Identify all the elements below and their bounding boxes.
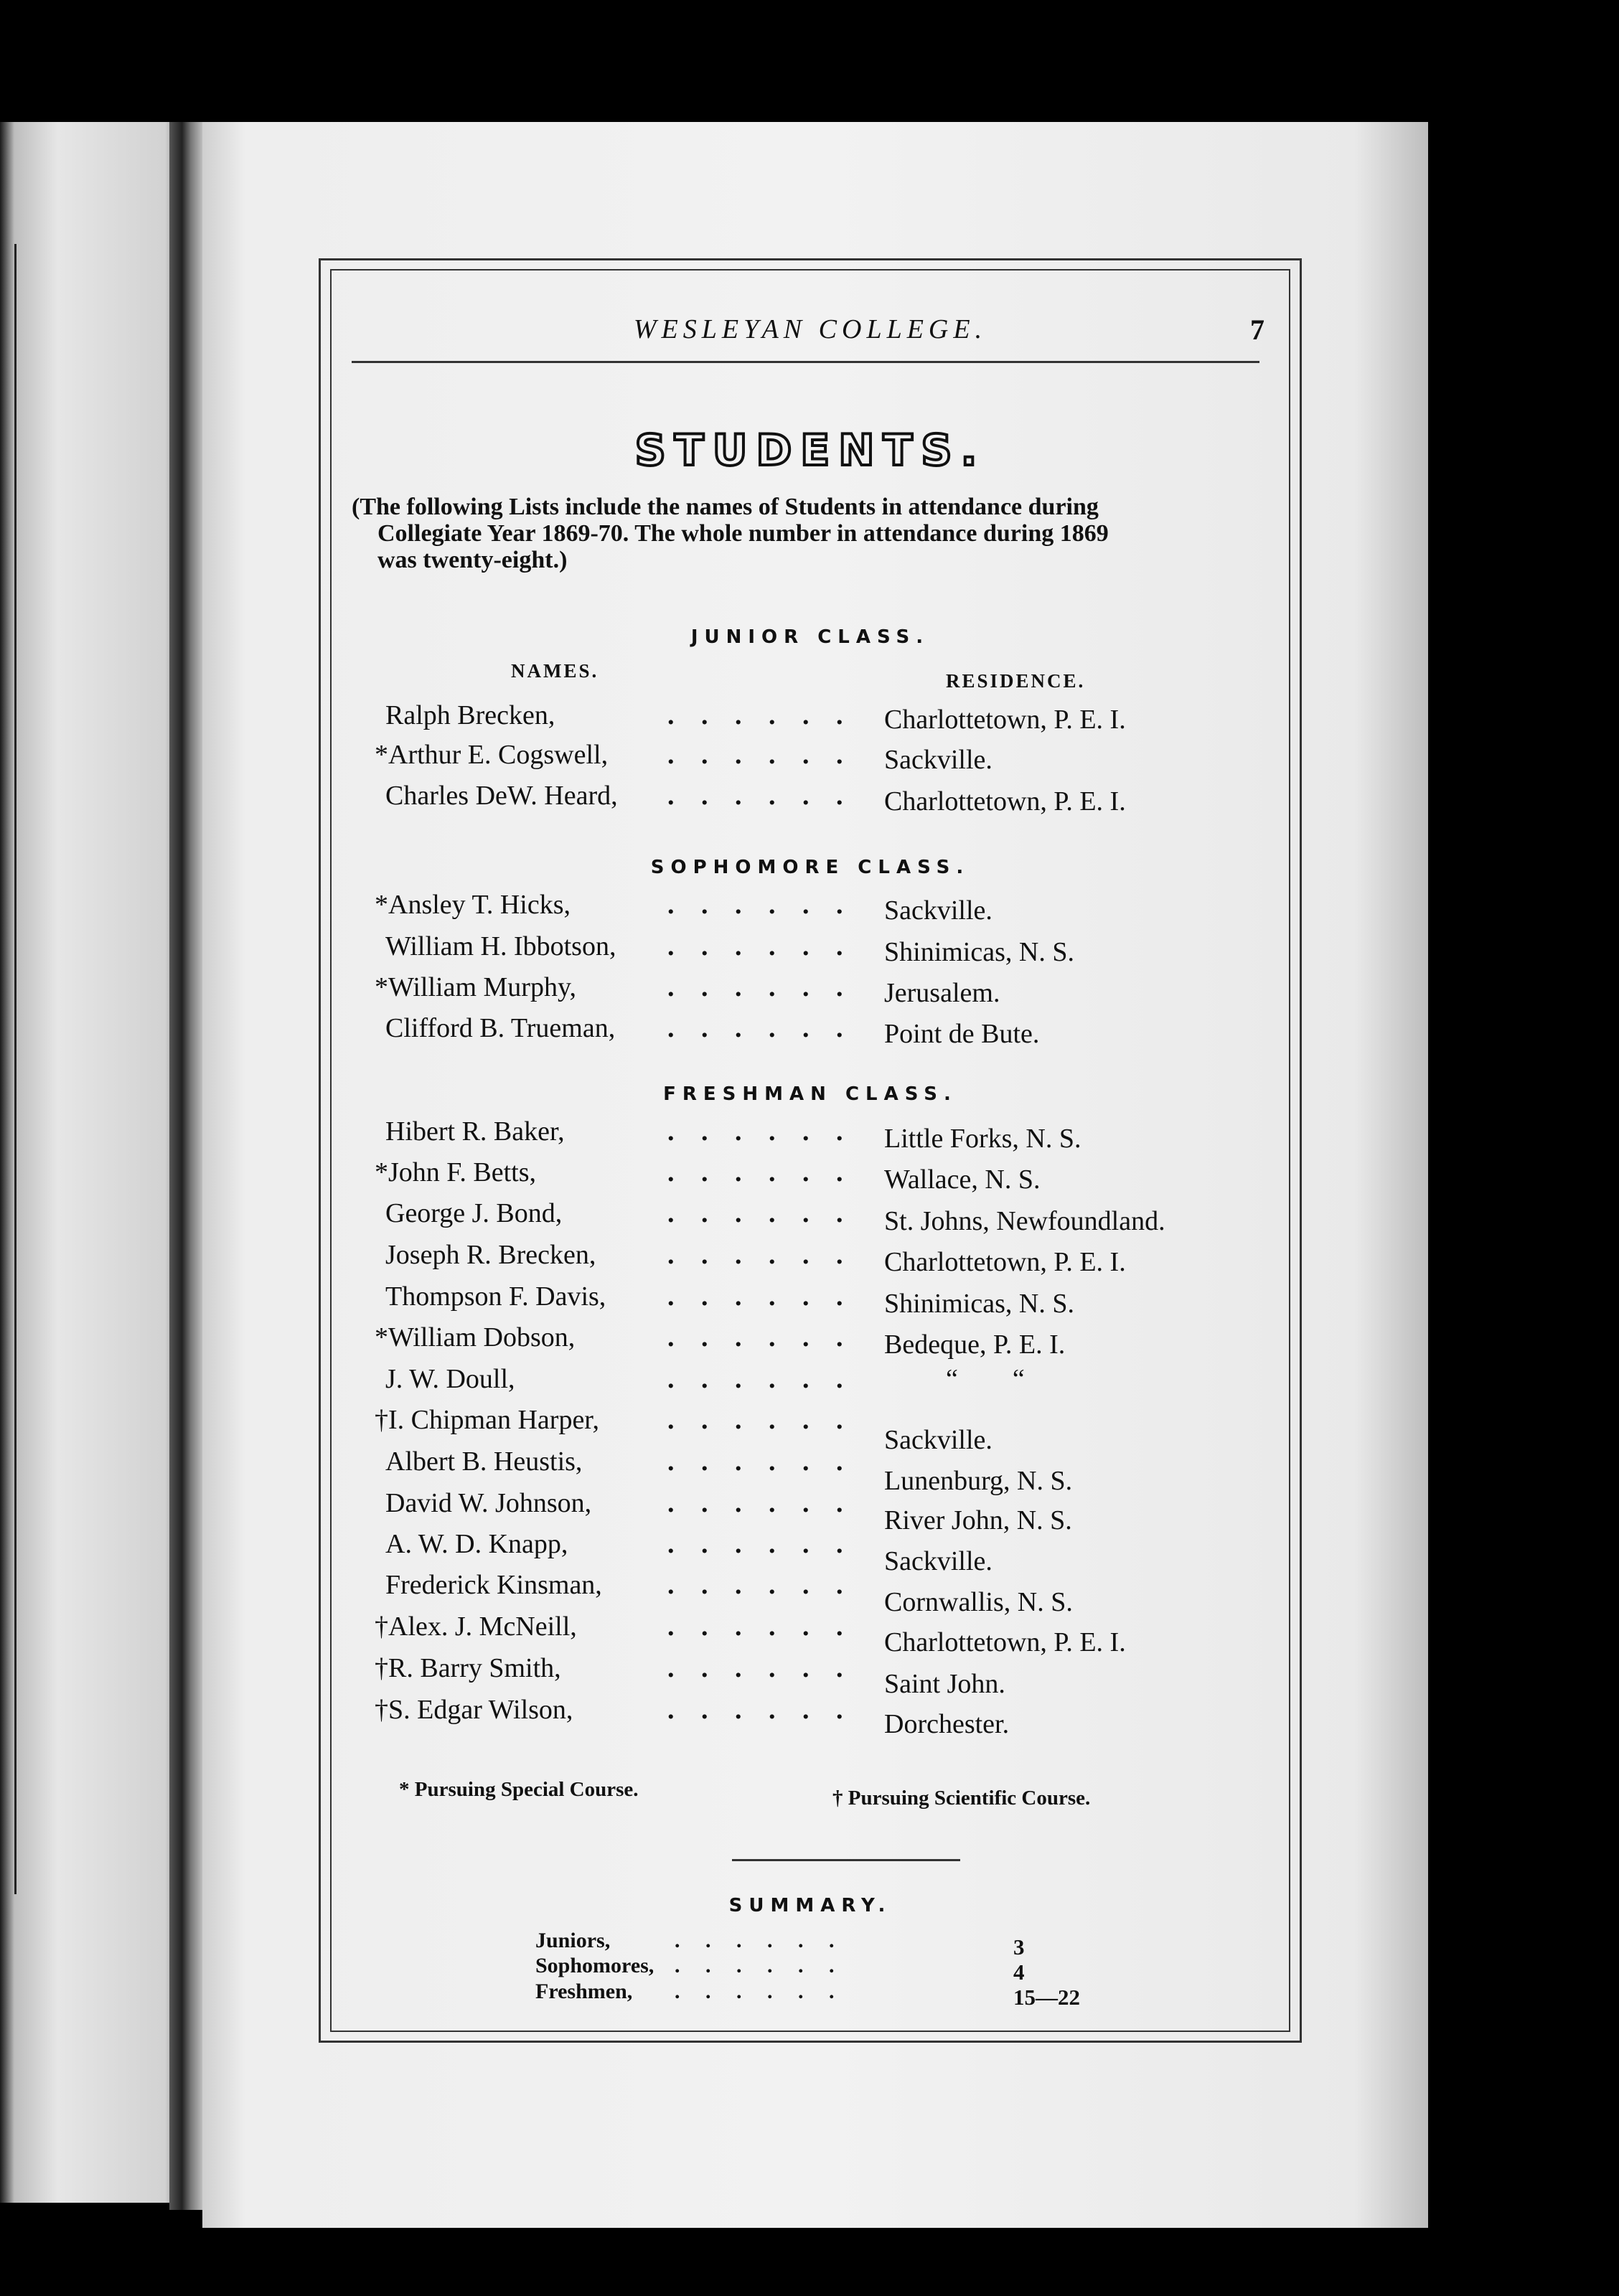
student-name: *William Dobson, xyxy=(375,1322,576,1352)
student-residence: Cornwallis, N. S. xyxy=(884,1587,1073,1617)
leader-dots: . . . . . . xyxy=(667,1405,853,1435)
summary-label-juniors: Juniors, xyxy=(535,1929,611,1952)
leader-dots: . . . . . . xyxy=(667,1116,853,1147)
summary-heading: SUMMARY. xyxy=(728,1895,892,1916)
student-residence: Charlottetown, P. E. I. xyxy=(884,786,1126,817)
student-residence: Bedeque, P. E. I. xyxy=(884,1330,1066,1360)
leader-dots: . . . . . . xyxy=(667,1157,853,1187)
student-name: A. W. D. Knapp, xyxy=(385,1529,568,1559)
left-facing-page xyxy=(0,122,188,2203)
summary-value-juniors: 3 xyxy=(1013,1934,1025,1959)
student-name: Charles DeW. Heard, xyxy=(385,781,618,811)
student-residence: Saint John. xyxy=(884,1669,1005,1699)
student-name: †R. Barry Smith, xyxy=(375,1653,561,1683)
summary-label-sophomores: Sophomores, xyxy=(535,1954,654,1977)
leader-dots: . . . . . . xyxy=(667,890,853,920)
student-residence: Shinimicas, N. S. xyxy=(884,1289,1074,1319)
student-name: *John F. Betts, xyxy=(375,1157,536,1187)
footnote-scientific-course: † Pursuing Scientific Course. xyxy=(832,1787,1091,1810)
student-name: Frederick Kinsman, xyxy=(385,1570,602,1600)
running-title: WESLEYAN COLLEGE. xyxy=(633,314,987,344)
summary-value-sophomores: 4 xyxy=(1013,1959,1025,1985)
student-residence: Sackville. xyxy=(884,1425,992,1455)
student-name: Joseph R. Brecken, xyxy=(385,1240,596,1270)
leader-dots: . . . . . . xyxy=(667,1013,853,1043)
student-residence: Charlottetown, P. E. I. xyxy=(884,1627,1126,1657)
sophomore-class-heading: SOPHOMORE CLASS. xyxy=(650,857,970,878)
leader-dots: . . . . . . xyxy=(667,1529,853,1559)
student-name: †Alex. J. McNeill, xyxy=(375,1612,577,1642)
leader-dots: . . . . . . xyxy=(667,931,853,961)
student-name: Albert B. Heustis, xyxy=(385,1446,583,1477)
leader-dots: . . . . . . xyxy=(667,1653,853,1683)
intro-line: Collegiate Year 1869-70. The whole number in attendance during 1869 xyxy=(377,520,1109,547)
summary-leader-dots: . . . . . . xyxy=(675,1954,845,1977)
leader-dots: . . . . . . xyxy=(667,1198,853,1228)
student-residence: Point de Bute. xyxy=(884,1019,1040,1049)
student-residence-ditto: “ “ xyxy=(946,1364,1025,1394)
student-name: Thompson F. Davis, xyxy=(385,1281,606,1312)
summary-label-freshmen: Freshmen, xyxy=(535,1980,633,2003)
book-spine xyxy=(169,122,205,2210)
student-name: Ralph Brecken, xyxy=(385,700,555,730)
section-title: STUDENTS. xyxy=(634,425,986,476)
student-residence: Jerusalem. xyxy=(884,978,1000,1008)
summary-rule xyxy=(732,1859,960,1861)
left-page-border xyxy=(0,244,17,1894)
freshman-class-heading: FRESHMAN CLASS. xyxy=(663,1083,957,1105)
student-residence: Dorchester. xyxy=(884,1709,1010,1739)
student-name: Clifford B. Trueman, xyxy=(385,1013,616,1043)
leader-dots: . . . . . . xyxy=(667,1488,853,1518)
student-residence: Sackville. xyxy=(884,745,992,775)
leader-dots: . . . . . . xyxy=(667,700,853,730)
leader-dots: . . . . . . xyxy=(667,1364,853,1394)
student-name: †I. Chipman Harper, xyxy=(375,1405,599,1435)
leader-dots: . . . . . . xyxy=(667,1570,853,1600)
intro-paragraph xyxy=(352,494,1257,573)
student-residence: Sackville. xyxy=(884,895,992,926)
student-residence: Charlottetown, P. E. I. xyxy=(884,705,1126,735)
leader-dots: . . . . . . xyxy=(667,1281,853,1312)
student-name: Hibert R. Baker, xyxy=(385,1116,565,1147)
footnote-special-course: * Pursuing Special Course. xyxy=(399,1778,639,1801)
student-residence: Lunenburg, N. S. xyxy=(884,1466,1073,1496)
summary-leader-dots: . . . . . . xyxy=(675,1929,845,1952)
student-name: *Arthur E. Cogswell, xyxy=(375,740,609,770)
leader-dots: . . . . . . xyxy=(667,740,853,770)
leader-dots: . . . . . . xyxy=(667,781,853,811)
student-name: *Ansley T. Hicks, xyxy=(375,890,571,920)
leader-dots: . . . . . . xyxy=(667,1695,853,1725)
page-number: 7 xyxy=(1250,314,1264,346)
student-residence: Charlottetown, P. E. I. xyxy=(884,1247,1126,1277)
student-residence: Shinimicas, N. S. xyxy=(884,937,1074,967)
leader-dots: . . . . . . xyxy=(667,1322,853,1352)
student-residence: River John, N. S. xyxy=(884,1505,1072,1535)
header-rule xyxy=(352,361,1259,363)
leader-dots: . . . . . . xyxy=(667,972,853,1002)
summary-leader-dots: . . . . . . xyxy=(675,1980,845,2003)
residence-column-header: RESIDENCE. xyxy=(946,670,1086,692)
student-residence: Sackville. xyxy=(884,1546,992,1576)
intro-line: (The following Lists include the names of Students in attendance during xyxy=(352,494,1099,520)
leader-dots: . . . . . . xyxy=(667,1240,853,1270)
student-name: J. W. Doull, xyxy=(385,1364,515,1394)
student-residence: Little Forks, N. S. xyxy=(884,1124,1081,1154)
student-name: George J. Bond, xyxy=(385,1198,563,1228)
intro-line: was twenty-eight.) xyxy=(377,547,568,573)
names-column-header: NAMES. xyxy=(511,660,599,682)
leader-dots: . . . . . . xyxy=(667,1446,853,1477)
student-name: David W. Johnson, xyxy=(385,1488,592,1518)
summary-value-freshmen: 15—22 xyxy=(1013,1985,1080,2010)
junior-class-heading: JUNIOR CLASS. xyxy=(690,626,930,648)
student-residence: St. Johns, Newfoundland. xyxy=(884,1206,1165,1236)
student-name: William H. Ibbotson, xyxy=(385,931,616,961)
leader-dots: . . . . . . xyxy=(667,1612,853,1642)
student-residence: Wallace, N. S. xyxy=(884,1165,1041,1195)
student-name: *William Murphy, xyxy=(375,972,576,1002)
student-name: †S. Edgar Wilson, xyxy=(375,1695,573,1725)
